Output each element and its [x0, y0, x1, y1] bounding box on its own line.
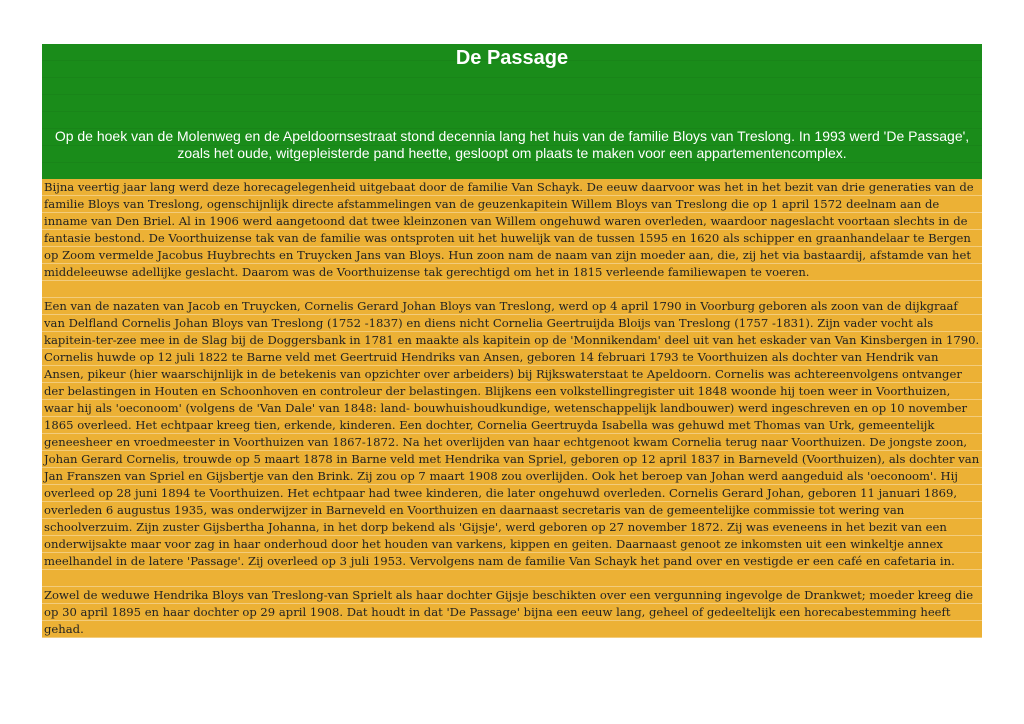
paragraph-3: Zowel de weduwe Hendrika Bloys van Treslong-van Sprielt als haar dochter Gijsje beschikten over een vergunning ingevolge de Drankwet; moeder kreeg die op 30 april 1895 en haar dochter op 29 april 1908. Dat houdt in dat 'De Passage' bijna een eeuw lang, geheel of gedeeltelijk een horecabestemming heeft gehad.	[44, 588, 974, 636]
intro-text: Op de hoek van de Molenweg en de Apeldoornsestraat stond decennia lang het huis van de familie Bloys van Treslong. In 1993 werd 'De Passage', zoals het oude, witgepleisterde pand heette, gesloopt om plaats te maken voor een appartementencomplex.	[54, 128, 970, 161]
document-sheet	[42, 44, 982, 638]
header-band	[42, 44, 982, 179]
body-text	[42, 179, 982, 638]
page-title: De Passage	[455, 47, 569, 69]
paragraph-2: Een van de nazaten van Jacob en Truycken, Cornelis Gerard Johan Bloys van Treslong, werd op 4 april 1790 in Voorburg geboren als zoon van de dijkgraaf van Delfland Cornelis Johan Bloys van Treslong (1752 -1837) en diens nicht Cornelia Geertruijda Bloijs van Treslong (1757 -1831). Zijn vader vocht als kapitein-ter-zee mee in de Slag bij de Doggersbank in 1781 en maakte als kapitein op de 'Monnikendam' deel uit van het eskader van Van Kinsbergen in 1790. Cornelis huwde op 12 juli 1822 te Barne veld met Geertruid Hendriks van Ansen, geboren 14 februari 1793 te Voorthuizen als dochter van Hendrik van Ansen, pikeur (hier waarschijnlijk in de betekenis van opzichter over arbeiders) bij Rijkswaterstaat te Apeldoorn. Cornelis was achtereenvolgens ontvanger der belastingen in Houten en Schoonhoven en controleur der belastingen. Blijkens een volkstellingregister uit 1848 woonde hij toen weer in Voorthuizen, waar hij als 'oeconoom' (volgens de 'Van Dale' van 1848: land- bouwhuishoudkundige, wetenschappelijk landbouwer) werd ingeschreven en op 10 november 1865 overleed. Het echtpaar kreeg tien, erkende, kinderen. Een dochter, Cornelia Geertruyda Isabella was gehuwd met Thomas van Urk, gemeentelijk geneesheer en vroedmeester in Voorthuizen van 1867-1872. Na het overlijden van haar echtgenoot kwam Cornelia terug naar Voorthuizen. De jongste zoon, Johan Gerard Cornelis, trouwde op 5 maart 1878 in Barne veld met Hendrika van Spriel, geboren op 12 april 1837 in Barneveld (Voorthuizen), als dochter van Jan Franszen van Spriel en Gijsbertje van den Brink. Zij zou op 7 maart 1908 zou overlijden. Ook het beroep van Johan werd aangeduid als 'oeconoom'. Hij overleed op 28 juni 1894 te Voorthuizen. Het echtpaar had twee kinderen, die later ongehuwd overleden. Cornelis Gerard Johan, geboren 11 januari 1869, overleden 6 augustus 1935, was onderwijzer in Barneveld en Voorthuizen en daarnaast secretaris van de gemeentelijke commissie tot wering van schoolverzuim. Zijn zuster Gijsbertha Johanna, in het dorp bekend als 'Gijsje', werd geboren op 27 november 1872. Zij was eveneens in het bezit van een onderwijsakte maar voor zag in haar onderhoud door het houden van varkens, kippen en geiten. Daarnaast genoot ze inkomsten uit een winkeltje annex meelhandel in de latere 'Passage'. Zij overleed op 3 juli 1953. Vervolgens nam de familie Van Schayk het pand over en vestigde er een café en cafetaria in.	[44, 299, 980, 568]
paragraph-spacer	[44, 570, 981, 587]
paragraph-spacer	[44, 281, 981, 298]
paragraph-1: Bijna veertig jaar lang werd deze horecagelegenheid uitgebaat door de familie Van Schayk. De eeuw daarvoor was het in het bezit van drie generaties van de familie Bloys van Treslong, ogenschijnlijk directe afstammelingen van de geuzenkapitein Willem Bloys van Treslong die op 1 april 1572 deelnam aan de inname van Den Briel. Al in 1906 werd aangetoond dat twee kleinzonen van Willem ongehuwd waren overleden, waardoor nageslacht voortaan slechts in de fantasie bestond. De Voorthuizense tak van de familie was ontsproten uit het huwelijk van de tussen 1595 en 1620 als schipper en graanhandelaar te Bergen op Zoom vermelde Jacobus Huybrechts en Truycken Jans van Bloys. Hun zoon nam de naam van zijn moeder aan, die, zij het via bastaardij, afstamde van het middeleeuwse adellijke geslacht. Daarom was de Voorthuizense tak gerechtigd om het in 1815 verleende familiewapen te voeren.	[44, 180, 974, 279]
